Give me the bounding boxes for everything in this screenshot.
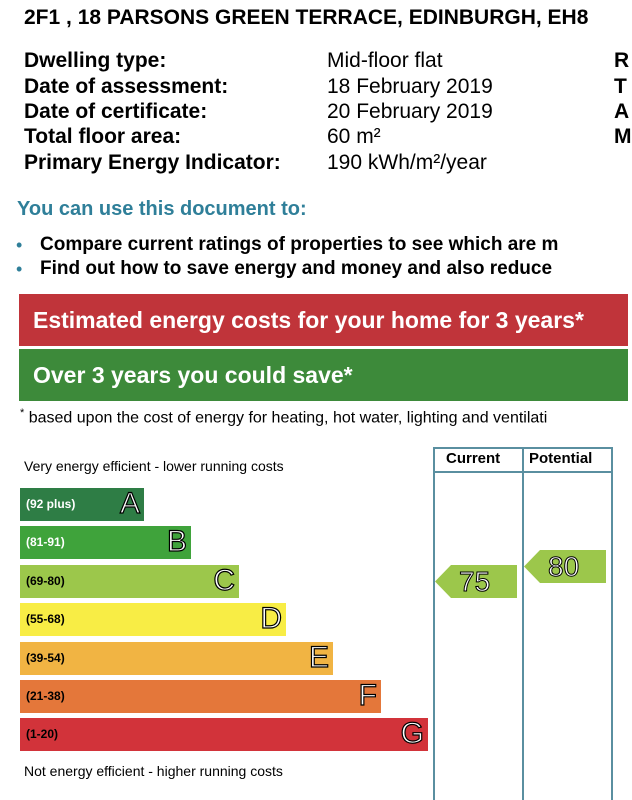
truncated-text: T xyxy=(614,75,627,98)
potential-rating-value: 80 xyxy=(548,551,580,582)
band-f xyxy=(20,680,381,713)
band-letter: C xyxy=(213,564,235,597)
chart-bottom-label: Not energy efficient - higher running costs xyxy=(24,763,283,779)
column-divider xyxy=(522,447,524,800)
band-range-label: (1-20) xyxy=(26,727,59,741)
certificate-date-label: Date of certificate: xyxy=(24,100,208,123)
use-bullet-compare: Compare current ratings of properties to see which are m xyxy=(40,234,559,255)
column-header-border xyxy=(433,471,613,473)
property-address: 2F1 , 18 PARSONS GREEN TERRACE, EDINBURGH, EH8 xyxy=(24,6,589,29)
band-range-label: (21-38) xyxy=(26,689,65,703)
floor-area-label: Total floor area: xyxy=(24,125,182,148)
truncated-text: A xyxy=(614,100,630,123)
column-divider xyxy=(433,447,435,800)
assessment-date-value: 18 February 2019 xyxy=(327,75,493,98)
band-letter: E xyxy=(308,641,329,674)
column-top-border xyxy=(433,447,613,449)
dwelling-type-label: Dwelling type: xyxy=(24,49,167,72)
dwelling-type-value: Mid-floor flat xyxy=(327,49,443,72)
bullet-icon: • xyxy=(16,235,23,255)
use-heading: You can use this document to: xyxy=(17,198,307,220)
truncated-text: R xyxy=(614,49,630,72)
bullet-icon: • xyxy=(16,259,23,279)
energy-costs-banner: Estimated energy costs for your home for 3 years* xyxy=(19,294,628,346)
savings-banner: Over 3 years you could save* xyxy=(19,349,628,401)
band-range-label: (55-68) xyxy=(26,612,65,626)
assessment-date-label: Date of assessment: xyxy=(24,75,229,98)
band-letter: F xyxy=(358,679,377,712)
energy-indicator-label: Primary Energy Indicator: xyxy=(24,151,281,174)
current-rating-arrow xyxy=(435,565,517,598)
potential-column-header: Potential xyxy=(529,450,593,467)
band-letter: G xyxy=(400,717,424,750)
band-range-label: (69-80) xyxy=(26,574,65,588)
column-divider xyxy=(611,447,613,800)
current-column-header: Current xyxy=(446,450,501,467)
footnote-text: based upon the cost of energy for heating, hot water, lighting and ventilati xyxy=(24,409,548,427)
band-letter: D xyxy=(260,602,282,635)
use-bullet-save: Find out how to save energy and money and also reduce xyxy=(40,258,553,279)
footnote-marker: * xyxy=(20,407,25,419)
footnote xyxy=(20,407,547,427)
band-c xyxy=(20,565,239,598)
band-d xyxy=(20,603,286,636)
band-range-label: (81-91) xyxy=(26,535,65,549)
certificate-date-value: 20 February 2019 xyxy=(327,100,493,123)
band-range-label: (92 plus) xyxy=(26,497,76,511)
band-letter: B xyxy=(166,525,187,558)
potential-rating-arrow xyxy=(524,550,606,583)
band-letter: A xyxy=(119,487,140,520)
energy-indicator-value: 190 kWh/m²/year xyxy=(327,151,487,174)
truncated-text: M xyxy=(614,125,632,148)
band-e xyxy=(20,642,333,675)
chart-top-label: Very energy efficient - lower running costs xyxy=(24,458,284,474)
floor-area-value: 60 m² xyxy=(327,125,381,148)
band-b xyxy=(20,526,191,559)
band-g xyxy=(20,718,428,751)
current-rating-value: 75 xyxy=(459,566,491,597)
band-a xyxy=(20,488,144,521)
band-range-label: (39-54) xyxy=(26,651,65,665)
